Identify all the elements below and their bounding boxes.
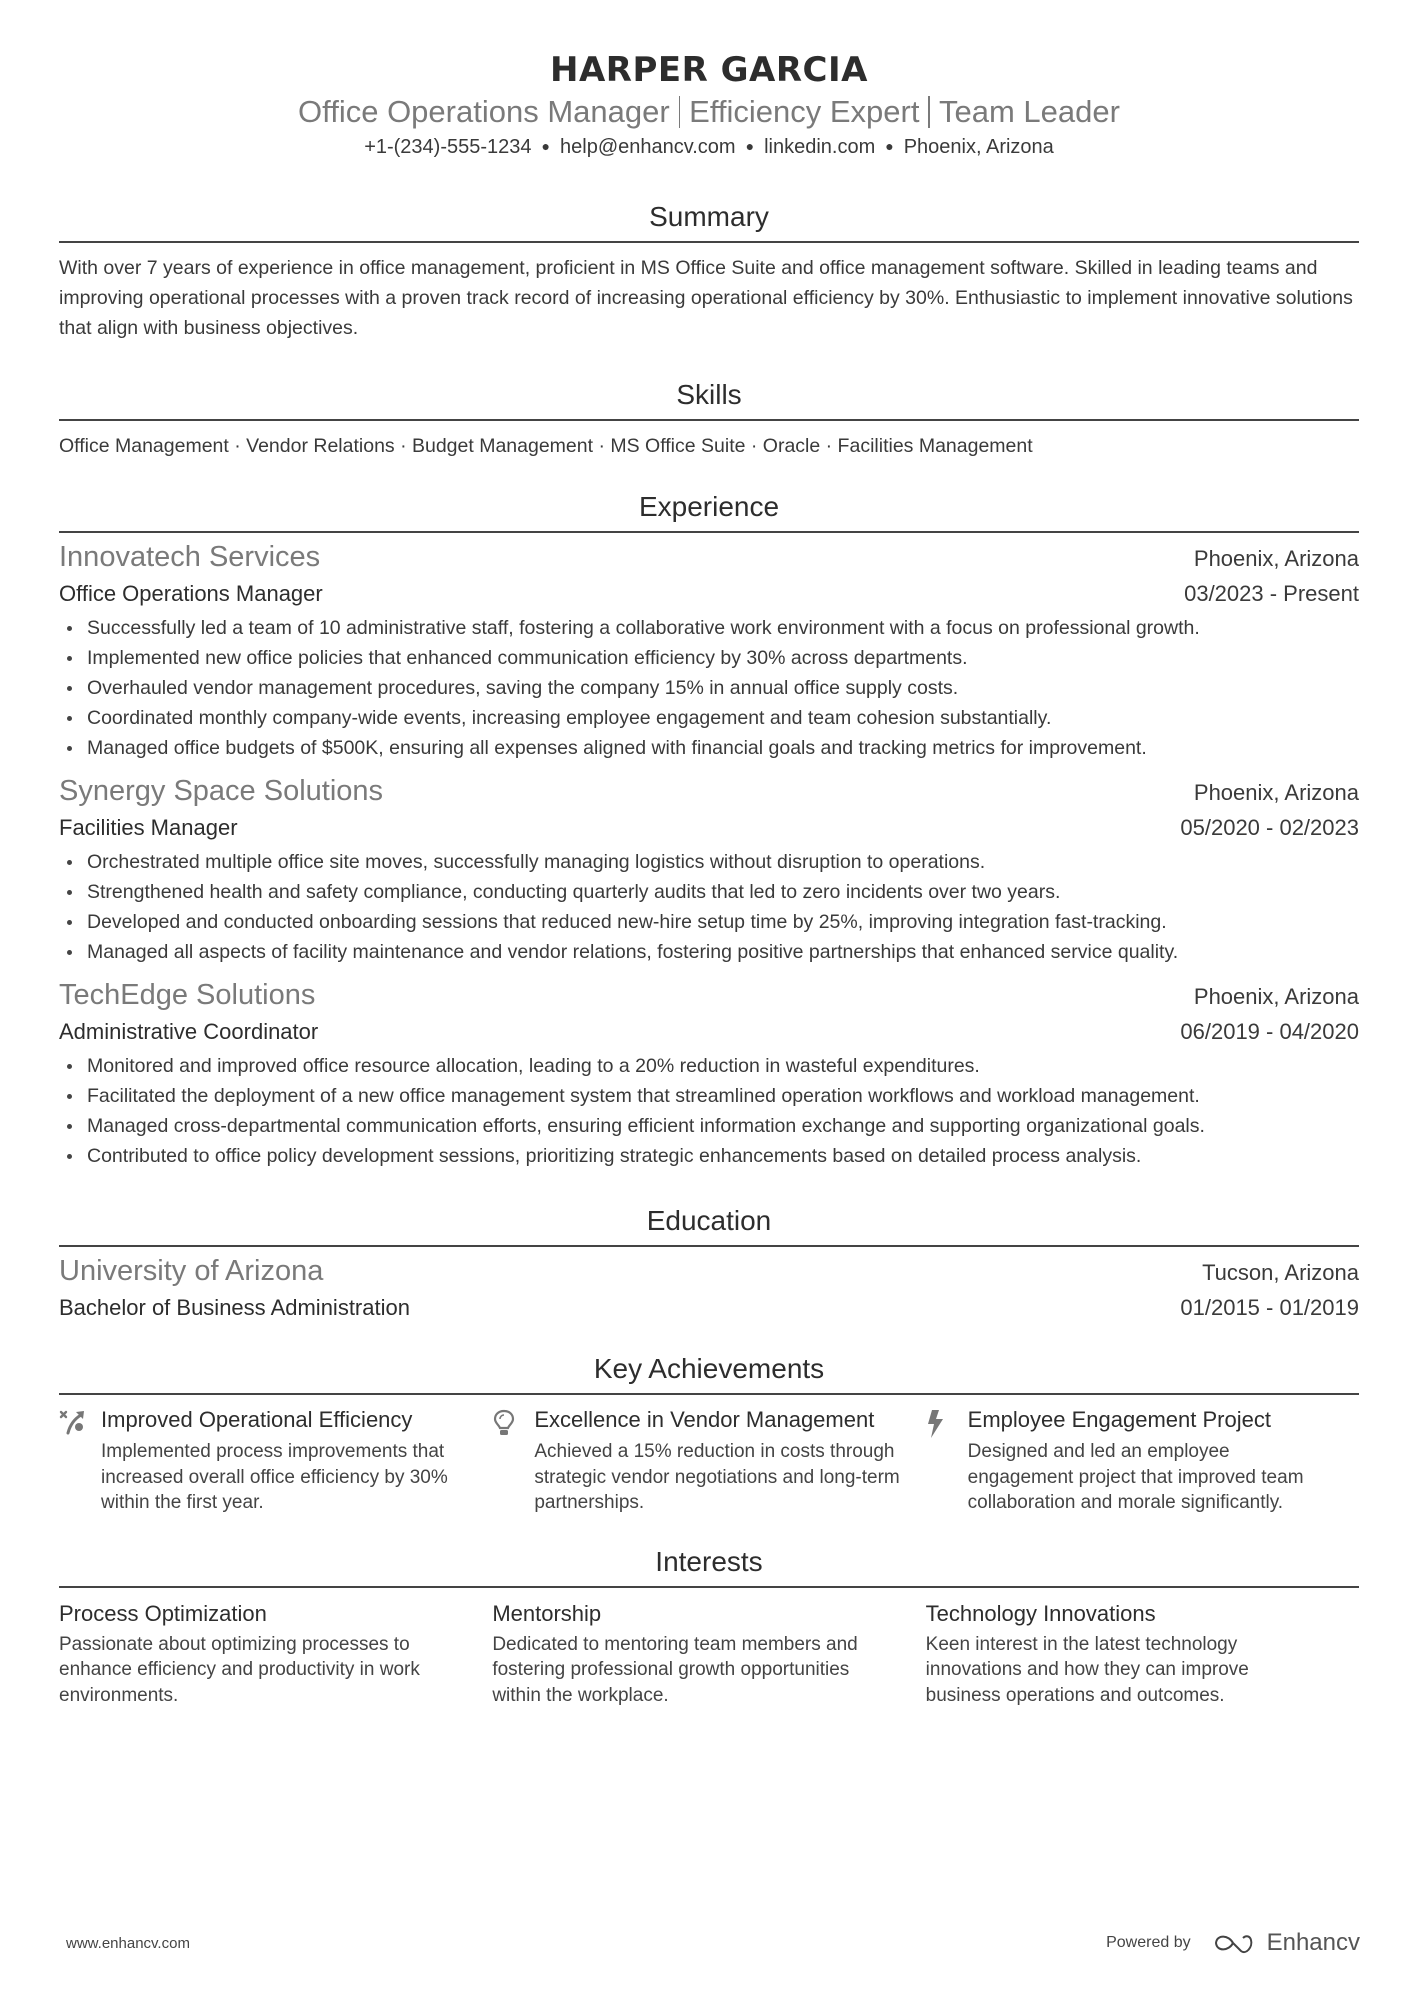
interest-description: Keen interest in the latest technology innovations and how they can improve business operations and outcomes. bbox=[925, 1633, 1249, 1706]
headline-title: Team Leader bbox=[938, 94, 1120, 129]
education-dates: 01/2015 - 01/2019 bbox=[1180, 1295, 1359, 1320]
brand-name: Enhancv bbox=[1266, 1929, 1360, 1956]
job-dates: 05/2020 - 02/2023 bbox=[1180, 815, 1359, 840]
skills-list: Office Management · Vendor Relations · Budget Management · MS Office Suite · Oracle · Facilities Management bbox=[59, 435, 1033, 457]
bullet-item: Overhauled vendor management procedures, saving the company 15% in annual office supply costs. bbox=[59, 673, 1359, 703]
company-name: TechEdge Solutions bbox=[59, 979, 316, 1011]
job-title: Facilities Manager bbox=[59, 815, 238, 840]
headline-title: Office Operations Manager bbox=[298, 94, 670, 129]
achievement-title: Excellence in Vendor Management bbox=[534, 1407, 875, 1432]
bullet-item: Coordinated monthly company-wide events, increasing employee engagement and team cohesion substantially. bbox=[59, 703, 1359, 733]
education-entry bbox=[59, 1253, 1359, 1325]
job-dates: 03/2023 - Present bbox=[1184, 581, 1359, 606]
resume-page bbox=[59, 0, 1359, 1708]
bullet-item: Successfully led a team of 10 administrative staff, fostering a collaborative work environment with a focus on professional growth. bbox=[59, 613, 1359, 643]
job-location: Phoenix, Arizona bbox=[1193, 780, 1359, 805]
section-divider bbox=[59, 531, 1359, 533]
experience-section bbox=[59, 489, 1359, 1171]
bullet-item: Managed all aspects of facility maintenance and vendor relations, fostering positive partnerships that enhanced service quality. bbox=[59, 937, 1359, 967]
divider bbox=[928, 96, 930, 128]
email-link[interactable]: help@enhancv.com bbox=[560, 136, 736, 158]
interest-title: Process Optimization bbox=[59, 1600, 267, 1626]
interest-item bbox=[926, 1598, 1359, 1709]
section-divider bbox=[59, 419, 1359, 421]
bullet-item: Managed cross-departmental communication efforts, ensuring efficient information exchange and supporting organizational goals. bbox=[59, 1111, 1359, 1141]
section-title: Key Achievements bbox=[593, 1353, 825, 1384]
page-footer bbox=[66, 1928, 1360, 1958]
headline-title: Efficiency Expert bbox=[689, 94, 920, 129]
achievement-description: Achieved a 15% reduction in costs through strategic vendor negotiations and long-term partnerships. bbox=[534, 1441, 900, 1513]
section-title: Education bbox=[646, 1205, 772, 1236]
job-entry bbox=[59, 773, 1359, 967]
headline bbox=[59, 92, 1359, 132]
section-divider bbox=[59, 1586, 1359, 1588]
interest-title: Mentorship bbox=[492, 1600, 602, 1626]
job-bullets bbox=[59, 847, 1359, 967]
section-title: Experience bbox=[638, 491, 780, 522]
job-bullets bbox=[59, 613, 1359, 763]
candidate-name: HARPER GARCIA bbox=[550, 50, 868, 90]
bullet-item: Strengthened health and safety compliance, conducting quarterly audits that led to zero incidents over two years. bbox=[59, 877, 1359, 907]
school-location: Tucson, Arizona bbox=[1202, 1260, 1359, 1285]
skills-section bbox=[59, 377, 1359, 461]
bullet-item: Orchestrated multiple office site moves, successfully managing logistics without disruption to operations. bbox=[59, 847, 1359, 877]
brand-logo[interactable] bbox=[1213, 1929, 1360, 1957]
section-title: Summary bbox=[649, 201, 769, 232]
summary-text: With over 7 years of experience in office management, proficient in MS Office Suite and office management software. Skilled in leading teams and improving operational processes with a proven track record of increasing operational efficiency by 30%. Enthusiastic to implement innovative solutions that align with business objectives. bbox=[59, 257, 1353, 339]
section-divider bbox=[59, 1393, 1359, 1395]
interest-item bbox=[492, 1598, 925, 1709]
footer-website-link[interactable]: www.enhancv.com bbox=[66, 1934, 190, 1952]
bullet-separator: ● bbox=[745, 138, 755, 154]
bullet-item: Contributed to office policy development sessions, prioritizing strategic enhancements based on detailed process analysis. bbox=[59, 1141, 1359, 1171]
achievement-item bbox=[59, 1405, 492, 1516]
powered-by-label: Powered by bbox=[1106, 1934, 1191, 1951]
bullet-item: Implemented new office policies that enhanced communication efficiency by 30% across departments. bbox=[59, 643, 1359, 673]
company-name: Innovatech Services bbox=[59, 541, 321, 573]
job-location: Phoenix, Arizona bbox=[1193, 546, 1359, 571]
interest-description: Dedicated to mentoring team members and fostering professional growth opportunities within the workplace. bbox=[492, 1633, 858, 1706]
enhancv-logo-icon bbox=[1213, 1931, 1257, 1955]
education-section bbox=[59, 1203, 1359, 1325]
school-name: University of Arizona bbox=[59, 1255, 324, 1287]
job-location: Phoenix, Arizona bbox=[1193, 984, 1359, 1009]
section-title: Skills bbox=[676, 379, 742, 410]
interest-title: Technology Innovations bbox=[925, 1600, 1156, 1626]
job-dates: 06/2019 - 04/2020 bbox=[1180, 1019, 1359, 1044]
divider bbox=[679, 96, 681, 128]
achievements-section bbox=[59, 1351, 1359, 1516]
bullet-item: Managed office budgets of $500K, ensuring all expenses aligned with financial goals and tracking metrics for improvement. bbox=[59, 733, 1359, 763]
bullet-separator: ● bbox=[885, 138, 894, 154]
achievement-description: Designed and led an employee engagement project that improved team collaboration and morale significantly. bbox=[967, 1441, 1304, 1513]
phone: +1-(234)-555-1234 bbox=[364, 136, 532, 158]
achievement-title: Improved Operational Efficiency bbox=[101, 1407, 413, 1432]
powered-by bbox=[1106, 1929, 1360, 1957]
bullet-item: Monitored and improved office resource allocation, leading to a 20% reduction in wasteful expenditures. bbox=[59, 1051, 1359, 1081]
bullet-item: Facilitated the deployment of a new office management system that streamlined operation workflows and workload management. bbox=[59, 1081, 1359, 1111]
interest-description: Passionate about optimizing processes to enhance efficiency and productivity in work environments. bbox=[59, 1633, 420, 1706]
resume-header bbox=[59, 0, 1359, 161]
lightbulb-icon bbox=[492, 1405, 534, 1516]
job-entry bbox=[59, 977, 1359, 1171]
achievement-item bbox=[492, 1405, 925, 1516]
summary-section bbox=[59, 199, 1359, 343]
section-divider bbox=[59, 241, 1359, 243]
achievement-item bbox=[926, 1405, 1359, 1516]
achievement-title: Employee Engagement Project bbox=[967, 1407, 1271, 1432]
bullet-separator: ● bbox=[541, 138, 550, 154]
interest-item bbox=[59, 1598, 492, 1709]
degree: Bachelor of Business Administration bbox=[59, 1295, 410, 1320]
contact-info bbox=[59, 132, 1359, 161]
strategy-icon bbox=[59, 1405, 101, 1516]
bullet-item: Developed and conducted onboarding sessions that reduced new-hire setup time by 25%, improving integration fast-tracking. bbox=[59, 907, 1359, 937]
company-name: Synergy Space Solutions bbox=[59, 775, 384, 807]
achievement-description: Implemented process improvements that increased overall office efficiency by 30% within the first year. bbox=[101, 1441, 448, 1513]
lightning-icon bbox=[926, 1405, 968, 1516]
job-title: Office Operations Manager bbox=[59, 581, 323, 606]
job-title: Administrative Coordinator bbox=[59, 1019, 319, 1044]
achievements-grid bbox=[59, 1405, 1359, 1516]
section-divider bbox=[59, 1245, 1359, 1247]
linkedin-link[interactable]: linkedin.com bbox=[764, 136, 876, 158]
job-bullets bbox=[59, 1051, 1359, 1171]
section-title: Interests bbox=[655, 1545, 763, 1577]
interests-grid bbox=[59, 1598, 1359, 1709]
job-entry bbox=[59, 539, 1359, 763]
interests-section bbox=[59, 1544, 1359, 1709]
location: Phoenix, Arizona bbox=[903, 136, 1054, 158]
